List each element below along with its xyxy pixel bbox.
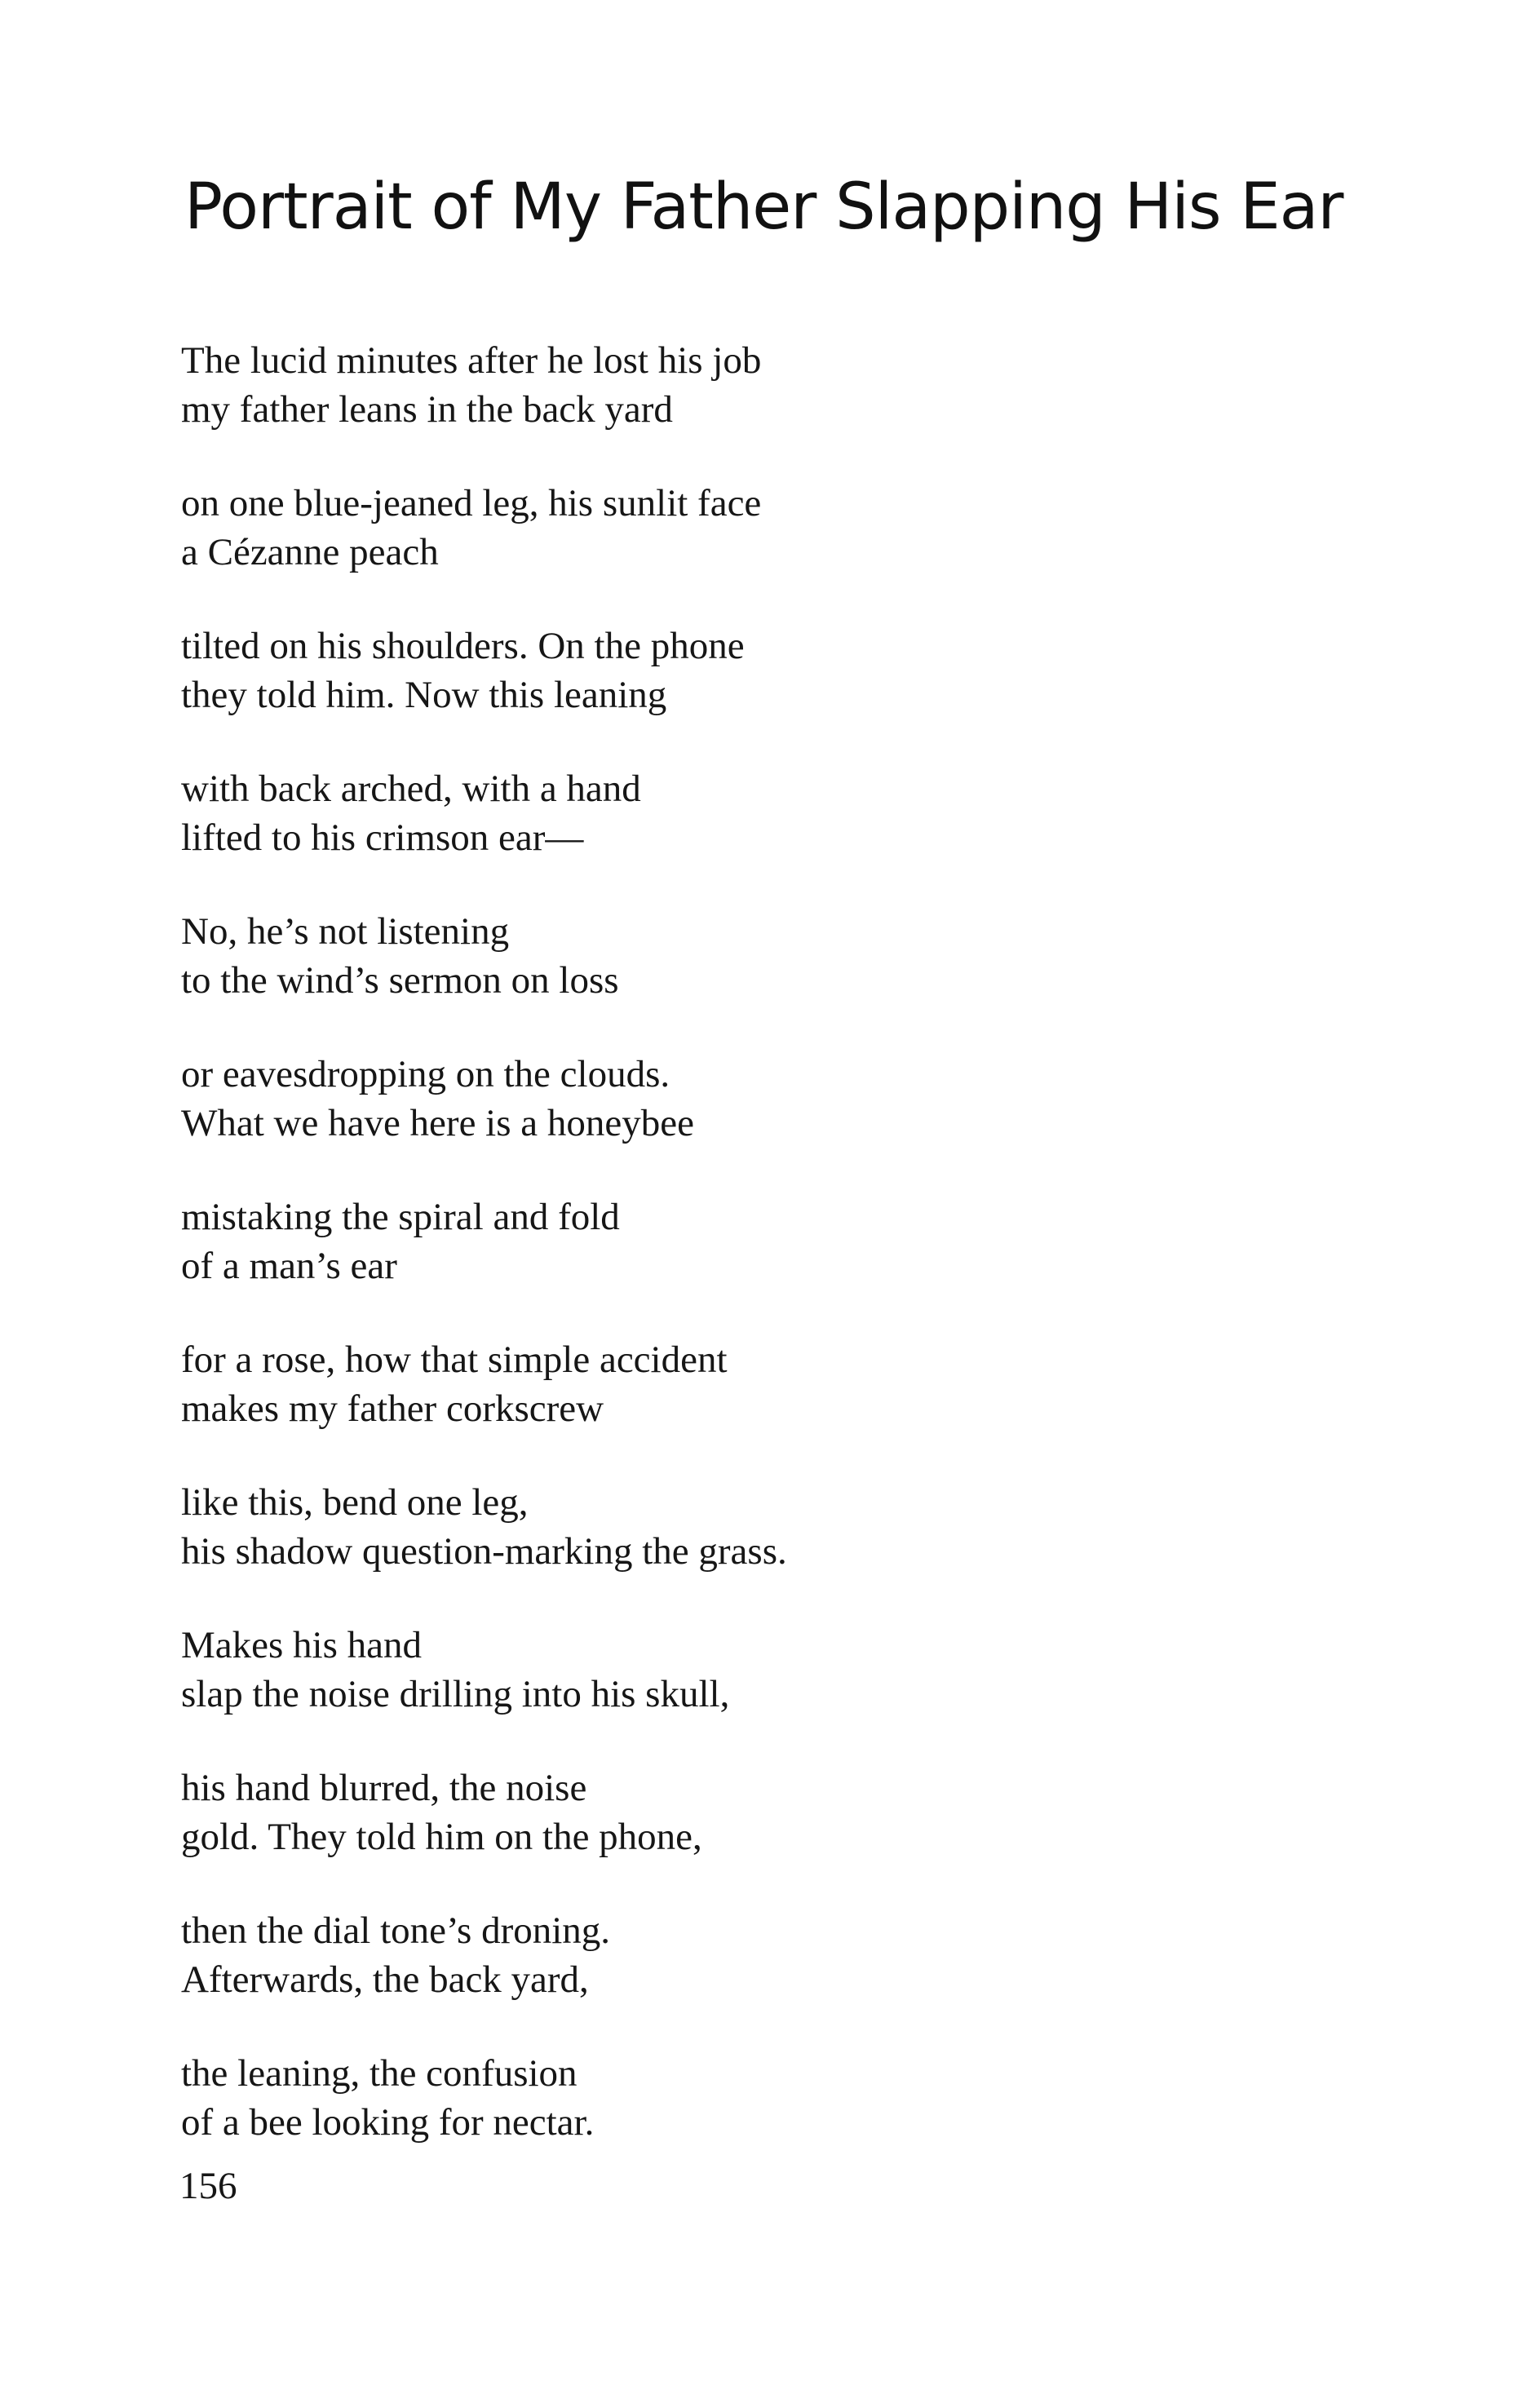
poem-line: then the dial tone’s droning. [181, 1909, 611, 1952]
poem-line: they told him. Now this leaning [181, 674, 667, 716]
stanza [181, 1906, 1323, 2004]
poem-line: mistaking the spiral and fold [181, 1196, 620, 1238]
page-number: 156 [179, 2165, 237, 2207]
stanza [181, 1478, 1323, 1576]
stanza [181, 1050, 1323, 1148]
stanza [181, 1335, 1323, 1433]
poem-title: Portrait of My Father Slapping His Ear [184, 170, 1343, 244]
poem-line: tilted on his shoulders. On the phone [181, 625, 745, 667]
stanza [181, 764, 1323, 862]
stanza [181, 1763, 1323, 1861]
stanza [181, 2049, 1323, 2147]
poem-line: a Cézanne peach [181, 531, 439, 573]
stanza [181, 479, 1323, 577]
stanza [181, 1621, 1323, 1719]
stanza [181, 1193, 1323, 1290]
poem-line: or eavesdropping on the clouds. [181, 1053, 670, 1095]
poem-line: like this, bend one leg, [181, 1481, 529, 1524]
poem-line: to the wind’s sermon on loss [181, 959, 619, 1002]
poem-line: my father leans in the back yard [181, 388, 673, 431]
poem-line: gold. They told him on the phone, [181, 1816, 702, 1858]
poem-line: Makes his hand [181, 1624, 423, 1666]
poem-body [181, 336, 1323, 2192]
stanza [181, 907, 1323, 1005]
poem-line: his shadow question-marking the grass. [181, 1530, 787, 1573]
poem-line: lifted to his crimson ear— [181, 816, 584, 859]
poem-line: of a man’s ear [181, 1245, 397, 1287]
poem-line: with back arched, with a hand [181, 768, 641, 810]
poem-line: for a rose, how that simple accident [181, 1339, 728, 1381]
stanza [181, 622, 1323, 719]
poem-line: slap the noise drilling into his skull, [181, 1673, 730, 1715]
poem-line: the leaning, the confusion [181, 2052, 578, 2095]
poem-line: The lucid minutes after he lost his job [181, 339, 762, 382]
poem-line: makes my father corkscrew [181, 1387, 604, 1430]
poem-line: on one blue-jeaned leg, his sunlit face [181, 482, 762, 524]
poem-line: What we have here is a honeybee [181, 1102, 694, 1144]
stanza [181, 336, 1323, 434]
poem-line: his hand blurred, the noise [181, 1767, 587, 1809]
poem-line: of a bee looking for nectar. [181, 2101, 595, 2144]
poem-line: No, he’s not listening [181, 910, 510, 953]
poem-line: Afterwards, the back yard, [181, 1958, 589, 2001]
